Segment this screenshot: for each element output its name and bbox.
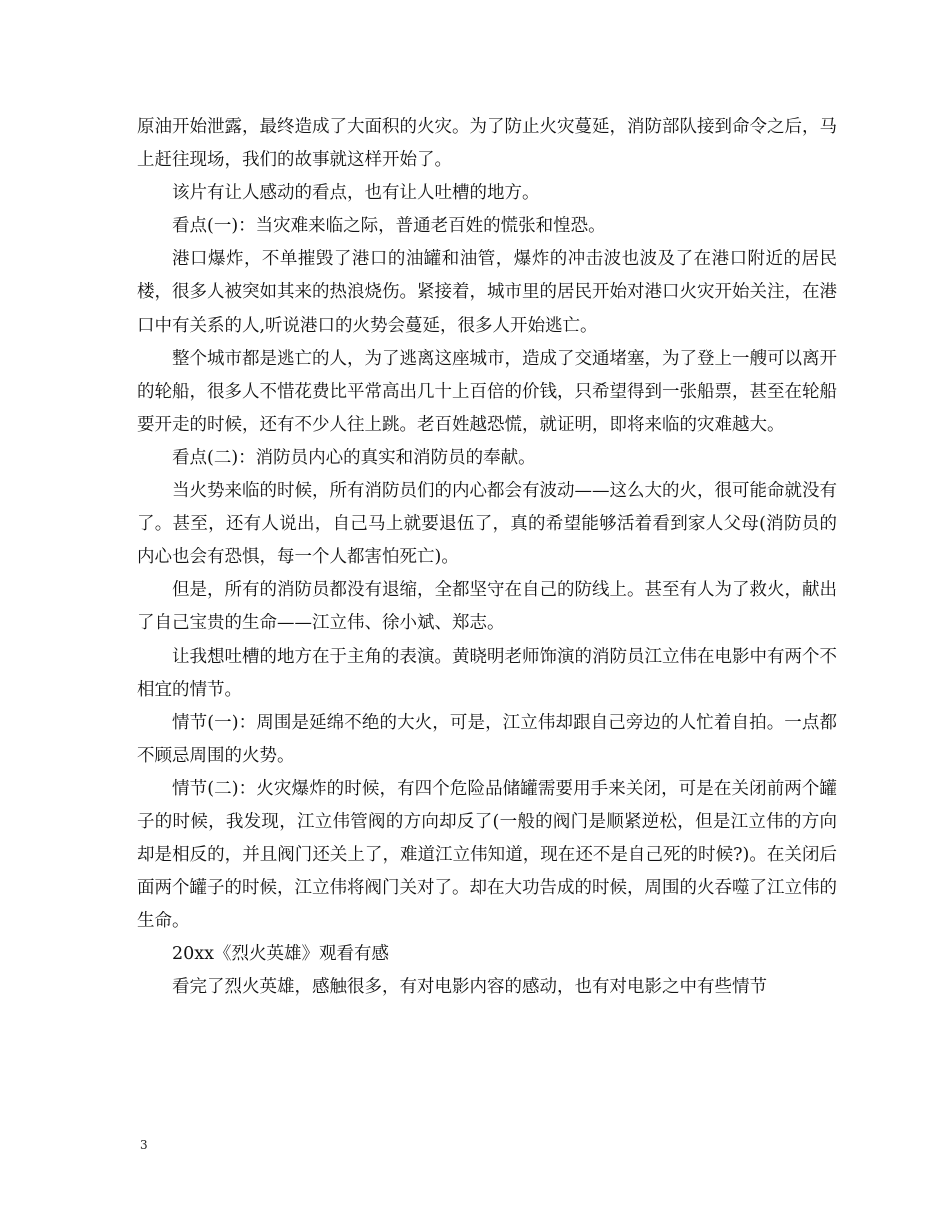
body-paragraph: 该片有让人感动的看点，也有让人吐槽的地方。 <box>172 183 540 204</box>
body-paragraph: 整个城市都是逃亡的人，为了逃离这座城市，造成了交通堵塞，为了登上一艘可以离开的轮船，很多人不惜花费比平常高出几十上百倍的价钱，只希望得到一张船票，甚至在轮船要开走的时候，还有不少人往上跳。老百姓越恐慌，就证明，即将来临的灾难越大。 <box>137 348 837 435</box>
body-paragraph: 港口爆炸，不单摧毁了港口的油罐和油管，爆炸的冲击波也波及了在港口附近的居民楼，很多人被突如其来的热浪烧伤。紧接着，城市里的居民开始对港口火灾开始关注，在港口中有关系的人,听说港口的火势会蔓延，很多人开始逃亡。 <box>137 249 837 336</box>
page-number: 3 <box>140 1138 148 1152</box>
body-paragraph: 看完了烈火英雄，感触很多，有对电影内容的感动，也有对电影之中有些情节 <box>172 977 767 998</box>
body-paragraph: 看点(二)：消防员内心的真实和消防员的奉献。 <box>172 447 536 468</box>
body-paragraph: 看点(一)：当灾难来临之际，普通老百姓的慌张和惶恐。 <box>172 216 606 237</box>
body-paragraph: 当火势来临的时候，所有消防员们的内心都会有波动——这么大的火，很可能命就没有了。甚至，还有人说出，自己马上就要退伍了，真的希望能够活着看到家人父母(消防员的内心也会有恐惧，每一个人都害怕死亡)。 <box>137 481 837 568</box>
body-paragraph: 情节(二)：火灾爆炸的时候，有四个危险品储罐需要用手来关闭，可是在关闭前两个罐子的时候，我发现，江立伟管阀的方向却反了(一般的阀门是顺紧逆松，但是江立伟的方向却是相反的，并且阀门还关上了，难道江立伟知道，现在还不是自己死的时候?)。在关闭后面两个罐子的时候，江立伟将阀门关对了。却在大功告成的时候，周围的火吞噬了江立伟的生命。 <box>137 778 837 932</box>
body-paragraph: 但是，所有的消防员都没有退缩，全都坚守在自己的防线上。甚至有人为了救火，献出了自己宝贵的生命——江立伟、徐小斌、郑志。 <box>137 580 837 634</box>
body-paragraph: 原油开始泄露，最终造成了大面积的火灾。为了防止火灾蔓延，消防部队接到命令之后，马上赶往现场，我们的故事就这样开始了。 <box>137 117 837 171</box>
body-paragraph: 20xx《烈火英雄》观看有感 <box>172 944 390 965</box>
body-paragraph: 情节(一)：周围是延绵不绝的大火，可是，江立伟却跟自己旁边的人忙着自拍。一点都不顾忌周围的火势。 <box>137 712 837 766</box>
document-body <box>137 111 837 1005</box>
body-paragraph: 让我想吐槽的地方在于主角的表演。黄晓明老师饰演的消防员江立伟在电影中有两个不相宜的情节。 <box>137 646 837 700</box>
